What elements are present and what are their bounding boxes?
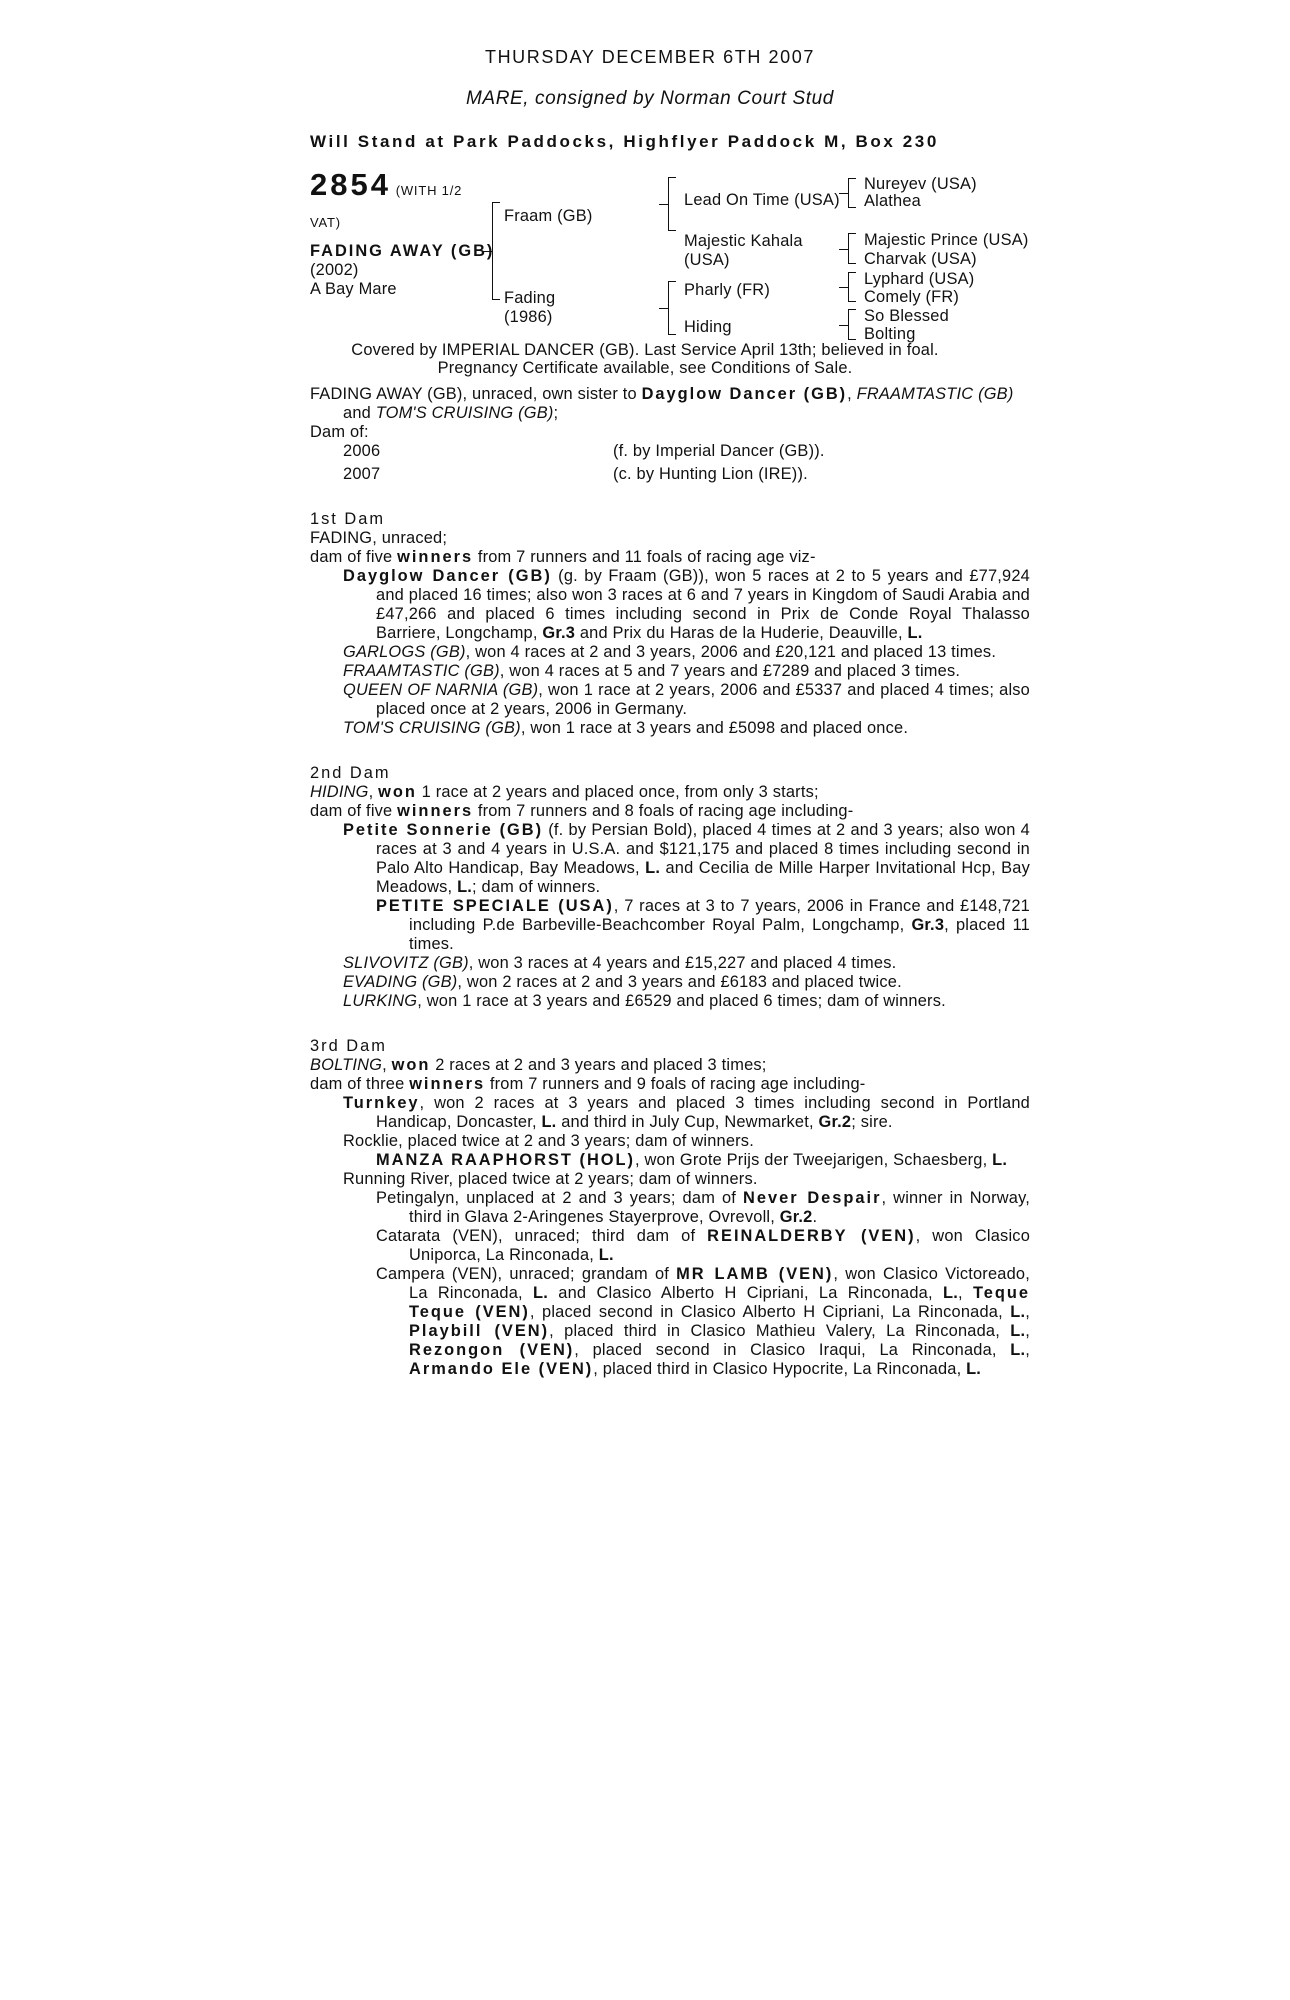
pedigree-dam-dam: Hiding: [684, 318, 732, 336]
progeny-turnkey: Turnkey, won 2 races at 3 years and placed 3 times including second in Portland Handicap, Doncaster, L. and third in July Cup, Newmarket, Gr.2; sire.: [343, 1094, 1030, 1131]
horse-year: (2002): [310, 261, 359, 279]
pedigree-sire-dam: Majestic Kahala: [684, 232, 803, 250]
sale-date: THURSDAY DECEMBER 6TH 2007: [484, 47, 815, 67]
progeny-rocklie: Rocklie, placed twice at 2 and 3 years; dam of winners.: [343, 1132, 754, 1150]
progeny-garlogs: GARLOGS (GB), won 4 races at 2 and 3 years, 2006 and £20,121 and placed 13 times.: [343, 643, 997, 661]
pedigree-sds: Majestic Prince (USA): [864, 231, 1029, 249]
pedigree-table: [310, 167, 1030, 377]
covered-line-2: Pregnancy Certificate available, see Conditions of Sale.: [437, 359, 853, 377]
pedigree-dds: So Blessed: [864, 307, 949, 325]
second-dam-heading: 2nd Dam: [310, 764, 391, 782]
intro-paragraph: FADING AWAY (GB), unraced, own sister to Dayglow Dancer (GB), FRAAMTASTIC (GB) and TOM'S CRUISING (GB);: [310, 385, 1014, 422]
horse-name: FADING AWAY (GB): [310, 242, 495, 260]
horse-description: A Bay Mare: [310, 280, 397, 298]
pedigree-dsd: Comely (FR): [864, 288, 960, 306]
dam-of-label: Dam of:: [310, 423, 369, 441]
second-dam-section: [310, 764, 1030, 1011]
progeny-lurking: LURKING, won 1 race at 3 years and £6529 and placed 6 times; dam of winners.: [343, 992, 946, 1010]
vat-note-cont: VAT): [310, 215, 341, 230]
vat-note: (WITH 1/2: [395, 183, 463, 198]
first-dam-summary: dam of five winners from 7 runners and 11 foals of racing age viz-: [310, 548, 816, 566]
brace-1: [492, 202, 502, 300]
pedigree-sss: Nureyev (USA): [864, 175, 977, 193]
lot-number-block: [310, 167, 463, 202]
progeny-catarata: Catarata (VEN), unraced; third dam of REINALDERBY (VEN), won Clasico Uniporca, La Rinconada, L.: [376, 1227, 1031, 1264]
progeny-queen-of-narnia: QUEEN OF NARNIA (GB), won 1 race at 2 years, 2006 and £5337 and placed 4 times; also placed once at 2 years, 2006 in Germany.: [343, 681, 1030, 718]
first-dam-section: [310, 510, 1030, 738]
third-dam-heading: 3rd Dam: [310, 1037, 387, 1055]
catalogue-page: [310, 48, 1030, 1379]
second-dam-summary: dam of five winners from 7 runners and 8 foals of racing age including-: [310, 802, 854, 820]
brace-3: [668, 281, 678, 335]
pedigree-dss: Lyphard (USA): [864, 270, 975, 288]
intro-section: [310, 385, 1030, 484]
progeny-toms-cruising: TOM'S CRUISING (GB), won 1 race at 3 years and £5098 and placed once.: [343, 719, 909, 737]
covered-line-1: Covered by IMPERIAL DANCER (GB). Last Service April 13th; believed in foal.: [351, 341, 939, 359]
pedigree-sire-sire: Lead On Time (USA): [684, 191, 840, 209]
pedigree-sire: Fraam (GB): [504, 207, 593, 225]
first-dam-heading: 1st Dam: [310, 510, 386, 528]
pedigree-ddd: Bolting: [864, 325, 916, 343]
progeny-manza-raaphorst: MANZA RAAPHORST (HOL), won Grote Prijs der Tweejarigen, Schaesberg, L.: [376, 1151, 1008, 1169]
consignor-line: MARE, consigned by Norman Court Stud: [466, 88, 834, 109]
pedigree-sire-dam-2: (USA): [684, 251, 730, 269]
third-dam-line: BOLTING, won 2 races at 2 and 3 years and placed 3 times;: [310, 1056, 767, 1074]
second-dam-line: HIDING, won 1 race at 2 years and placed once, from only 3 starts;: [310, 783, 819, 801]
produce-row-1: 2006 (f. by Imperial Dancer (GB)).: [343, 442, 825, 460]
progeny-evading: EVADING (GB), won 2 races at 2 and 3 years and £6183 and placed twice.: [343, 973, 902, 991]
pedigree-dam: Fading: [504, 289, 556, 307]
pedigree-dam-year: (1986): [504, 308, 553, 326]
lot-number: 2854: [310, 167, 391, 202]
pedigree-dam-sire: Pharly (FR): [684, 281, 770, 299]
brace-6: [848, 272, 858, 302]
progeny-petingalyn: Petingalyn, unplaced at 2 and 3 years; dam of Never Despair, winner in Norway, third in Glava 2-Aringenes Stayerprove, Ovrevoll, Gr.2.: [376, 1189, 1031, 1226]
brace-7: [848, 309, 858, 340]
third-dam-summary: dam of three winners from 7 runners and 9 foals of racing age including-: [310, 1075, 866, 1093]
produce-row-2: 2007 (c. by Hunting Lion (IRE)).: [343, 465, 808, 483]
covered-note: [310, 341, 980, 377]
progeny-slivovitz: SLIVOVITZ (GB), won 3 races at 4 years and £15,227 and placed 4 times.: [343, 954, 897, 972]
brace-4: [848, 178, 858, 208]
third-dam-section: [310, 1037, 1030, 1379]
pedigree-ssd: Alathea: [864, 192, 921, 210]
brace-2: [668, 177, 678, 231]
progeny-campera: Campera (VEN), unraced; grandam of MR LAMB (VEN), won Clasico Victoreado, La Rinconada, L. and Clasico Alberto H Cipriani, La Rinconada, L., Teque Teque (VEN), placed second in Clasico Alberto H Cipriani, La Rinconada, L., Playbill (VEN), placed third in Clasico Mathieu Valery, La Rinconada, L., Rezongon (VEN), placed second in Clasico Iraqui, La Rinconada, L., Armando Ele (VEN), placed third in Clasico Hypocrite, La Rinconada, L.: [376, 1265, 1031, 1378]
stand-location: Will Stand at Park Paddocks, Highflyer Paddock M, Box 230: [310, 132, 939, 151]
first-dam-line: FADING, unraced;: [310, 529, 448, 547]
progeny-dayglow: Dayglow Dancer (GB) (g. by Fraam (GB)), won 5 races at 2 to 5 years and £77,924 and placed 16 times; also won 3 races at 6 and 7 years in Kingdom of Saudi Arabia and £47,266 and placed 6 times including second in Prix de Conde Royal Thalasso Barriere, Longchamp, Gr.3 and Prix du Haras de la Huderie, Deauville, L.: [343, 567, 1030, 642]
progeny-petite-speciale: PETITE SPECIALE (USA), 7 races at 3 to 7 years, 2006 in France and £148,721 including P.de Barbeville-Beachcomber Royal Palm, Longchamp, Gr.3, placed 11 times.: [376, 897, 1031, 953]
progeny-running-river: Running River, placed twice at 2 years; dam of winners.: [343, 1170, 758, 1188]
brace-5: [848, 233, 858, 264]
progeny-petite-sonnerie: Petite Sonnerie (GB) (f. by Persian Bold), placed 4 times at 2 and 3 years; also won 4 races at 3 and 4 years in U.S.A. and $121,175 and placed 8 times including second in Palo Alto Handicap, Bay Meadows, L. and Cecilia de Mille Harper Invitational Hcp, Bay Meadows, L.; dam of winners.: [343, 821, 1031, 896]
pedigree-sdd: Charvak (USA): [864, 250, 977, 268]
progeny-fraamtastic: FRAAMTASTIC (GB), won 4 races at 5 and 7 years and £7289 and placed 3 times.: [343, 662, 961, 680]
